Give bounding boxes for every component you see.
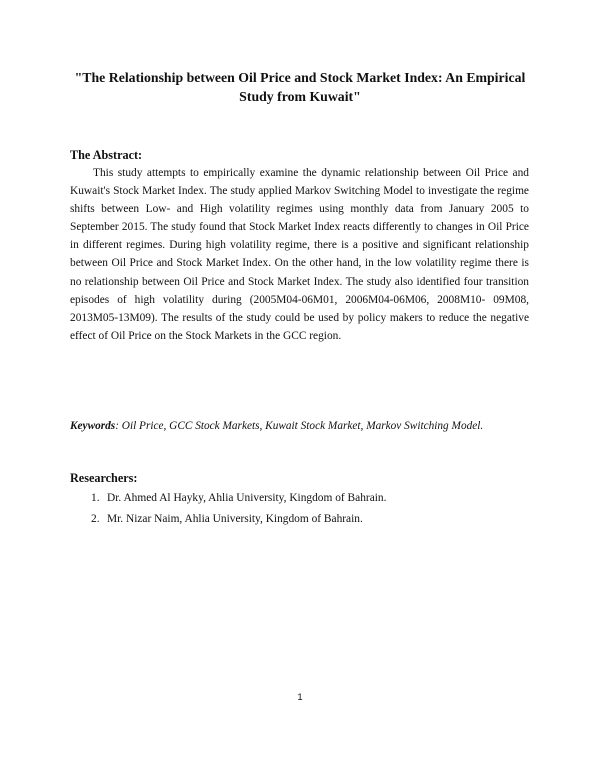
researcher-item bbox=[91, 509, 531, 530]
keywords-line bbox=[70, 418, 540, 434]
keywords-text: : Oil Price, GCC Stock Markets, Kuwait Stock Market, Markov Switching Model. bbox=[115, 420, 484, 432]
researcher-item bbox=[91, 488, 531, 509]
abstract-heading: The Abstract: bbox=[70, 148, 143, 162]
researcher-number: 2. bbox=[91, 513, 100, 525]
researchers-heading: Researchers: bbox=[70, 471, 138, 485]
abstract-body: This study attempts to empirically examine the dynamic relationship between Oil Price and Kuwait's Stock Market Index. The study applied Markov Switching Model to investigate the regime shifts between Low- and High volatility regimes using monthly data from January 2005 to September 2015. The study found that Stock Market Index reacts differently to changes in Oil Price in different regimes. During high volatility regime, there is a positive and significant relationship between Oil Price and Stock Market Index. On the other hand, in the low volatility regime there is no relationship between Oil Price and Stock Market Index. The study also identified four transition episodes of high volatility during (2005M04-06M01, 2006M04-06M06, 2008M10- 09M08, 2013M05-13M09). The results of the study could be used by policy makers to reduce the negative effect of Oil Price on the Stock Markets in the GCC region. bbox=[70, 167, 529, 342]
researchers-list bbox=[91, 488, 531, 530]
page-number: 1 bbox=[297, 692, 303, 703]
keywords-label: Keywords bbox=[70, 420, 116, 432]
researcher-name: Mr. Nizar Naim, Ahlia University, Kingdom of Bahrain. bbox=[107, 513, 363, 525]
paper-title: "The Relationship between Oil Price and Stock Market Index: An Empirical Study from Kuwait" bbox=[74, 70, 526, 104]
researcher-number: 1. bbox=[91, 492, 100, 504]
researcher-name: Dr. Ahmed Al Hayky, Ahlia University, Kingdom of Bahrain. bbox=[107, 492, 387, 504]
